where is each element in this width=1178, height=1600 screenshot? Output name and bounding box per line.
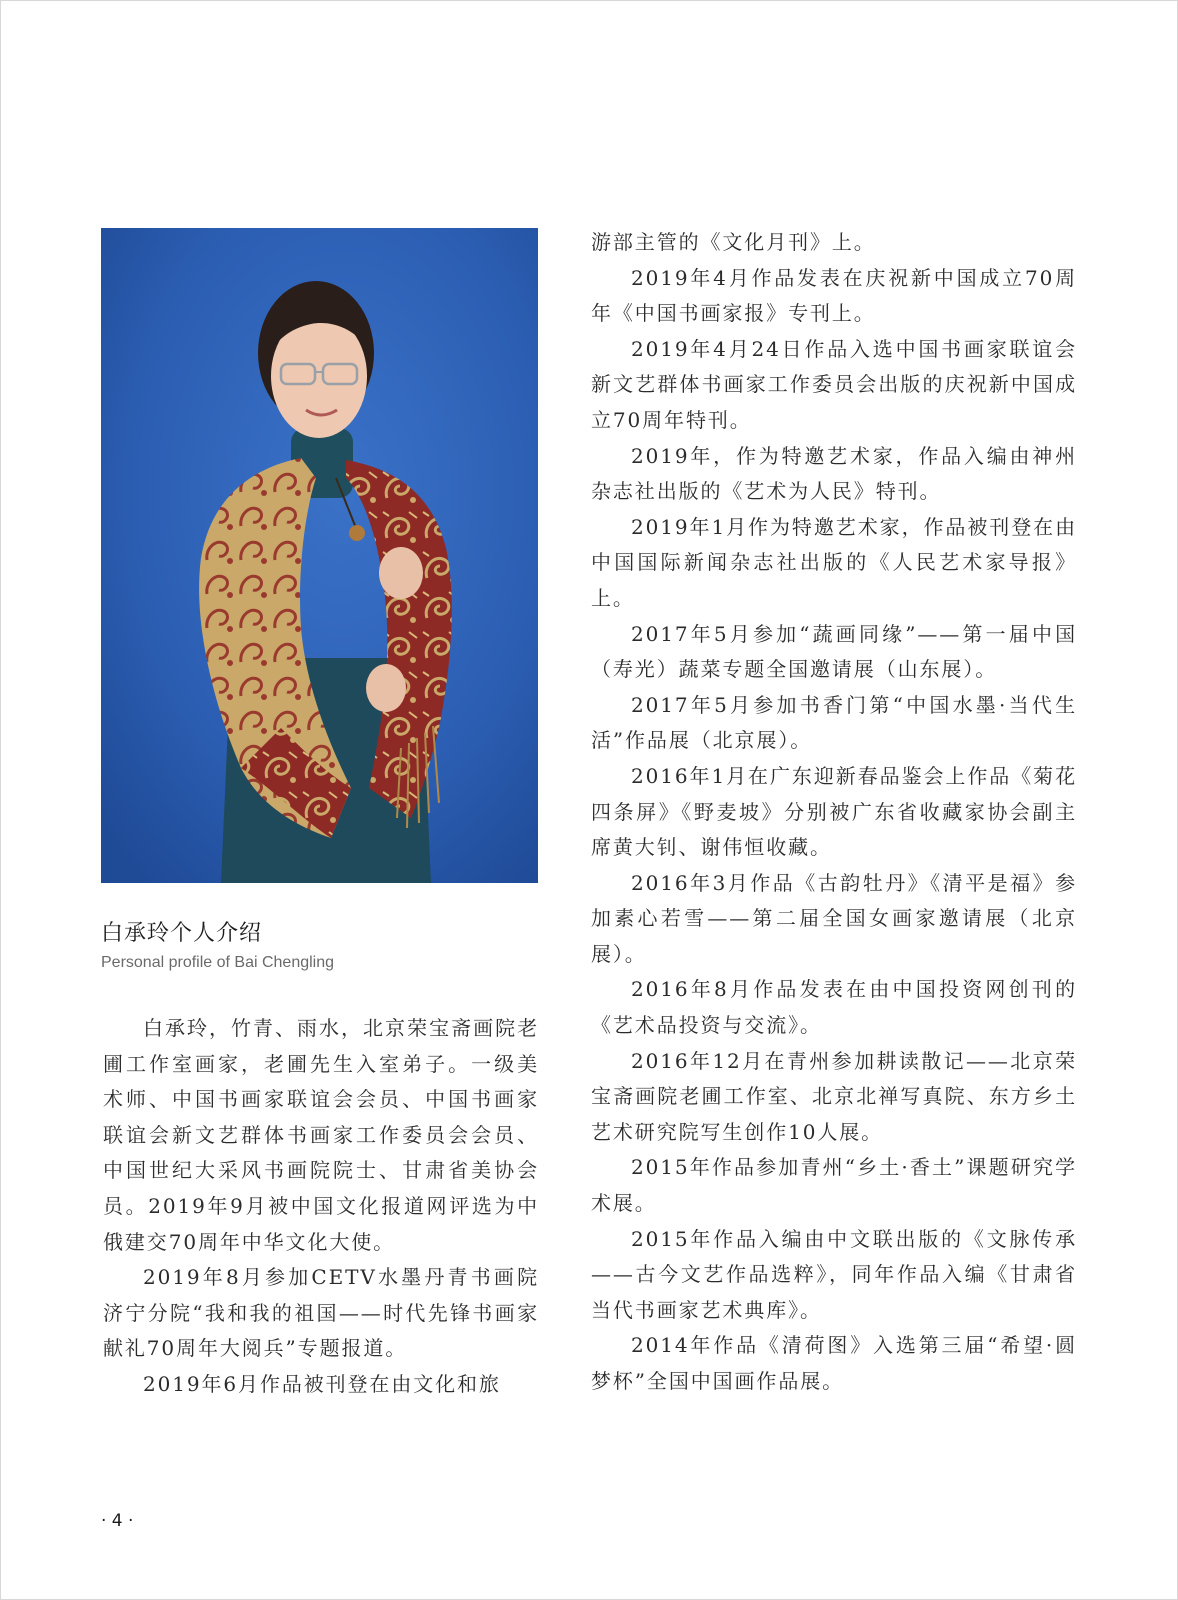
paragraph: 2017年5月参加书香门第“中国水墨·当代生活”作品展（北京展）。 — [591, 692, 1077, 753]
paragraph: 2016年12月在青州参加耕读散记——北京荣宝斋画院老圃工作室、北京北禅写真院、东方乡土艺术研究院写生创作10人展。 — [591, 1048, 1077, 1144]
paragraph: 2019年，作为特邀艺术家，作品入编由神州杂志社出版的《艺术为人民》特刊。 — [591, 443, 1077, 504]
paragraph: 2015年作品参加青州“乡土·香土”课题研究学术展。 — [591, 1155, 1077, 1216]
page-number: · 4 · — [101, 1511, 134, 1531]
paragraph: 2019年4月24日作品入选中国书画家联谊会新文艺群体书画家工作委员会出版的庆祝新中国成立70周年特刊。 — [591, 336, 1077, 432]
paragraph: 2015年作品入编由中文联出版的《文脉传承——古今文艺作品选粹》，同年作品入编《甘肃省当代书画家艺术典库》。 — [591, 1226, 1077, 1322]
paragraph: 2019年8月参加CETV水墨丹青书画院济宁分院“我和我的祖国——时代先锋书画家献礼70周年大阅兵”专题报道。 — [103, 1265, 539, 1361]
left-text-column — [103, 1011, 539, 1403]
paragraph: 白承玲，竹青、雨水，北京荣宝斋画院老圃工作室画家，老圃先生入室弟子。一级美术师、中国书画家联谊会会员、中国书画家联谊会新文艺群体书画家工作委员会会员、中国世纪大采风书画院院士、甘肃省美协会员。2019年9月被中国文化报道网评选为中俄建交70周年中华文化大使。 — [103, 1016, 539, 1254]
paragraph: 2019年6月作品被刊登在由文化和旅 — [143, 1371, 501, 1396]
paragraph: 2016年3月作品《古韵牡丹》《清平是福》参加素心若雪——第二届全国女画家邀请展（北京展）。 — [591, 870, 1077, 966]
right-text-column — [591, 225, 1077, 1400]
paragraph-continuation: 游部主管的《文化月刊》上。 — [591, 230, 876, 254]
paragraph: 2019年4月作品发表在庆祝新中国成立70周年《中国书画家报》专刊上。 — [591, 265, 1077, 326]
paragraph: 2019年1月作为特邀艺术家，作品被刊登在由中国国际新闻杂志社出版的《人民艺术家导报》上。 — [591, 514, 1077, 610]
paragraph: 2017年5月参加“蔬画同缘”——第一届中国（寿光）蔬菜专题全国邀请展（山东展）。 — [591, 621, 1077, 682]
profile-title: 白承玲个人介绍 — [101, 921, 263, 946]
portrait-photo — [101, 228, 538, 883]
profile-subtitle: Personal profile of Bai Chengling — [101, 954, 335, 971]
paragraph: 2016年1月在广东迎新春品鉴会上作品《菊花四条屏》《野麦坡》分别被广东省收藏家协会副主席黄大钊、谢伟恒收藏。 — [591, 763, 1077, 860]
paragraph: 2014年作品《清荷图》入选第三届“希望·圆梦杯”全国中国画作品展。 — [591, 1333, 1077, 1393]
paragraph: 2016年8月作品发表在由中国投资网创刊的《艺术品投资与交流》。 — [591, 977, 1077, 1038]
